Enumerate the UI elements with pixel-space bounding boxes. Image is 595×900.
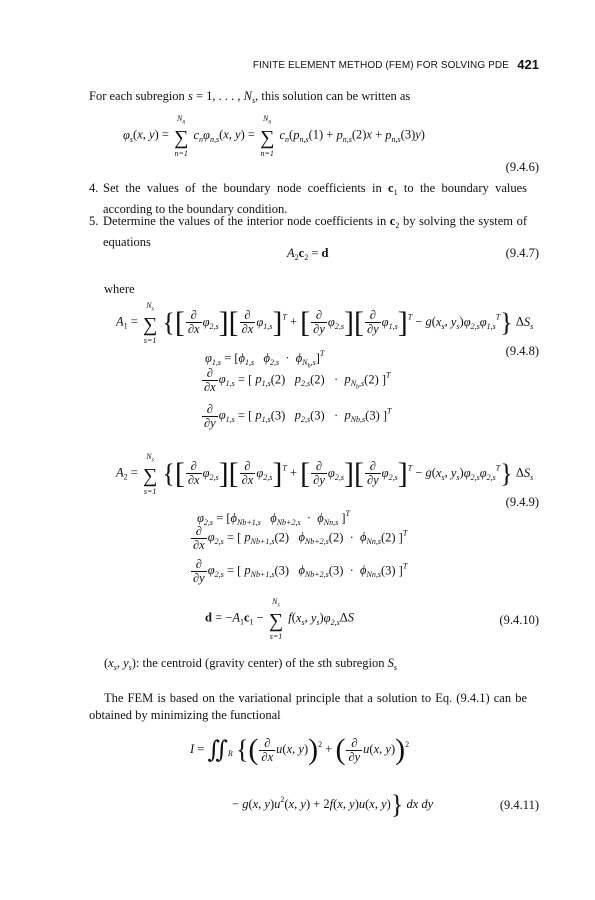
equation-label-9-4-7: (9.4.7) bbox=[505, 246, 539, 260]
equation-label-9-4-9: (9.4.9) bbox=[505, 495, 539, 509]
step-5-number: 5. bbox=[89, 214, 99, 228]
equation-9-4-10: $d = -A_1c_1$ − $N_s$ ∑ s=1 $f(x_s$, $y_s)\varphi_{2,s}\Delta S$ bbox=[205, 597, 355, 641]
dphi1-dy-definition: $\frac{\partial}{\partial y}$ $\varphi_{1,s}$ = [ $p_{1,s}(3) p_{2,s}(3) \cdot p_{Nb,s}(3)$ ]$^T$ bbox=[204, 402, 392, 430]
equation-9-4-9: $A_2$ = $N_s$ ∑ s=1 {[ $\frac{\partial}{\partial x}$ $\varphi_{2,s}$][ $\frac{\partial}{\partial x}$ $\varphi_{2,s}]^T$ + [ $\frac{\partial}{\partial y}$ $\varphi_{2,s}$][ $\frac{\partial}{\partial y}$ $\varphi_{2,s}]^T - g(x_s$, $y_s)\varphi_{2,s}\varphi_{2,s}^T$} $\Delta S_s$ bbox=[116, 452, 534, 496]
step-5 bbox=[89, 213, 527, 250]
step-5-text: Determine the values of the interior node coefficients in $c_2$ by solving the system of equations bbox=[103, 214, 528, 249]
step-4-number: 4. bbox=[89, 181, 99, 195]
closing-paragraph: The FEM is based on the variational principle that a solution to Eq. (9.4.1) can be obtained by minimizing the functional bbox=[89, 691, 527, 722]
equation-label-9-4-10: (9.4.10) bbox=[499, 613, 539, 627]
equation-label-9-4-11: (9.4.11) bbox=[499, 798, 539, 812]
step-4 bbox=[89, 180, 527, 217]
where-label: where bbox=[104, 282, 135, 296]
equation-label-9-4-8: (9.4.8) bbox=[505, 344, 539, 358]
equation-label-9-4-6: (9.4.6) bbox=[505, 160, 539, 174]
phi1-definition: $\varphi_{1,s} = [\phi_{1,s}$ $\phi_{2,s} \cdot \phi_{N_b,s}]^T$ bbox=[205, 349, 325, 370]
phi2-definition: $\varphi_{2,s} = [\phi_{Nb+1,s}$ $\phi_{Nb+2,s} \cdot \phi_{Nn,s}$ ]$^T$ bbox=[197, 509, 350, 527]
equation-9-4-11-line-1: $I = ∬_R$ {( $\frac{\partial}{\partial x}$ u(x, y))$^2$ + ( $\frac{\partial}{\partial y}$ u(x, y))$^2$ bbox=[190, 733, 410, 766]
page-number: 421 bbox=[517, 57, 539, 72]
dphi2-dy-definition: $\frac{\partial}{\partial y}$ $\varphi_{2,s}$ = [ $p_{Nb+1,s}(3) \phi_{Nb+2,s}(3) \cdot \phi_{Nn,s}(3)$ ]$^T$ bbox=[193, 557, 408, 585]
equation-9-4-6: $\varphi_s(x$, y) = $N_n$ ∑ n=1 $c_n\varphi_{n,s}(x$, y) = $N_n$ ∑ n=1 $c_n(p_{n,s}(1) + p_{n,s}(2)x + p_{n,s}(3)y)$ bbox=[123, 114, 425, 158]
dphi2-dx-definition: $\frac{\partial}{\partial x}$ $\varphi_{2,s}$ = [ $p_{Nb+1,s}(2) \phi_{Nb+2,s}(2) \cdot \phi_{Nn,s}(2)$ ]$^T$ bbox=[193, 524, 408, 552]
intro-paragraph: For each subregion s = 1, . . . , $N_s$, this solution can be written as bbox=[89, 89, 411, 105]
dphi1-dx-definition: $\frac{\partial}{\partial x}$ $\varphi_{1,s}$ = [ $p_{1,s}(2) p_{2,s}(2) \cdot p_{N_b,s}(2)$ ]$^T$ bbox=[204, 366, 391, 394]
centroid-note: ($x_s$, $y_s$): the centroid (gravity center) of the sth subregion $S_s$ bbox=[104, 656, 398, 672]
step-4-text: Set the values of the boundary node coefficients in $c_1$ to the boundary values according to the boundary condition. bbox=[103, 181, 528, 216]
equation-9-4-8: $A_1$ = $N_s$ ∑ s=1 {[ $\frac{\partial}{\partial x}$ $\varphi_{2,s}$][ $\frac{\partial}{\partial x}$ $\varphi_{1,s}]^T$ + [ $\frac{\partial}{\partial y}$ $\varphi_{2,s}$][ $\frac{\partial}{\partial y}$ $\varphi_{1,s}]^T - g(x_s$, $y_s)\varphi_{2,s}\varphi_{1,s}^T$} $\Delta S_s$ bbox=[116, 301, 534, 345]
equation-9-4-7: $A_2c_2 = d$ bbox=[287, 246, 329, 262]
equation-9-4-11-line-2: − g(x, $y)u^2(x$, y) + 2f(x, y)u(x, y)} dx dy bbox=[232, 790, 434, 819]
running-title: FINITE ELEMENT METHOD (FEM) FOR SOLVING PDE bbox=[252, 60, 509, 71]
